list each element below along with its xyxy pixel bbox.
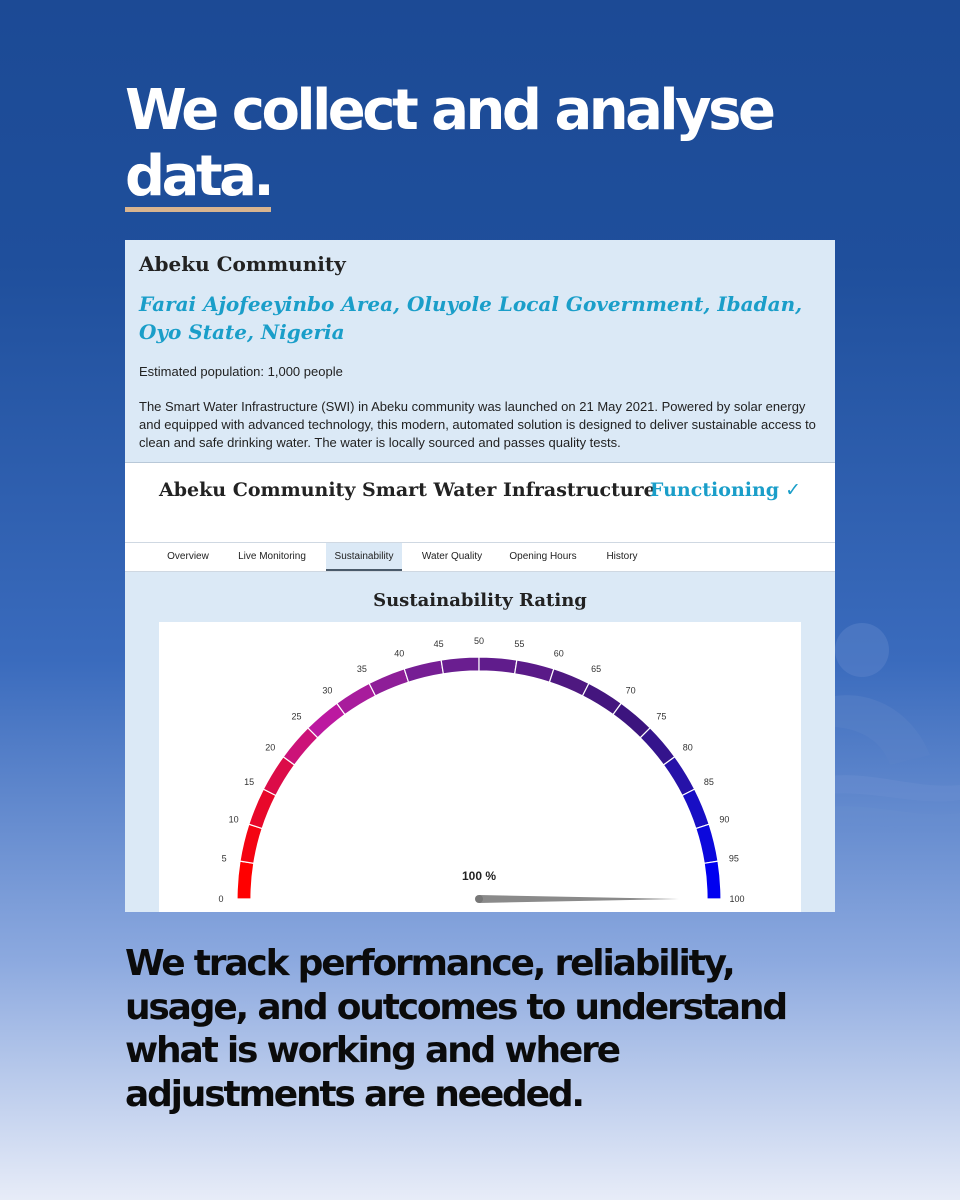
gauge-segment xyxy=(613,703,650,738)
gauge-tick-label: 15 xyxy=(244,776,255,787)
tab-opening-hours[interactable]: Opening Hours xyxy=(509,551,577,562)
gauge-segment xyxy=(696,824,718,863)
gauge-tick-label: 60 xyxy=(553,648,564,659)
gauge-tick-label: 50 xyxy=(473,636,485,646)
community-description: The Smart Water Infrastructure (SWI) in Abeku community was launched on 21 May 2021. Powered by solar energy and equipped with advanced technology, this modern, automated solution is designed to deliver sustainable access to clean and safe drinking water. The water is locally sourced and passes quality tests. xyxy=(139,399,816,450)
status-label: Functioning xyxy=(649,479,780,501)
headline-line-2: data. xyxy=(125,149,271,212)
gauge-tick-label: 95 xyxy=(728,853,739,864)
gauge-tick-label: 20 xyxy=(265,742,276,753)
gauge-segment xyxy=(240,824,262,863)
gauge-tick-label: 25 xyxy=(291,711,302,722)
community-dashboard-screenshot xyxy=(125,240,835,912)
gauge-segment xyxy=(682,789,709,828)
gauge-segment xyxy=(640,728,675,765)
gauge-segment xyxy=(237,861,254,899)
gauge-segment xyxy=(515,660,554,682)
gauge-needle xyxy=(479,895,679,903)
check-icon: ✓ xyxy=(785,479,801,501)
gauge-segment xyxy=(249,789,276,828)
population-text: Estimated population: 1,000 people xyxy=(139,364,343,379)
gauge-tick-label: 30 xyxy=(322,685,333,696)
gauge-tick-label: 90 xyxy=(719,814,730,825)
gauge-tick-label: 65 xyxy=(591,664,602,675)
tab-history[interactable]: History xyxy=(606,551,638,562)
tab-live-monitoring[interactable]: Live Monitoring xyxy=(238,551,306,562)
gauge-segment xyxy=(337,683,376,714)
sustainability-gauge xyxy=(159,622,801,912)
bottom-text: We track performance, reliability, usage, and outcomes to understand what is working and where adjustments are needed. xyxy=(125,943,786,1115)
headline-line-1: We collect and analyse xyxy=(125,78,773,143)
community-location: Farai Ajofeeyinbo Area, Oluyole Local Government, Ibadan, Oyo State, Nigeria xyxy=(139,292,803,344)
gauge-segment xyxy=(369,669,408,696)
gauge-tick-label: 70 xyxy=(625,685,636,696)
gauge-tick-label: 0 xyxy=(218,894,224,904)
swi-title: Abeku Community Smart Water Infrastructure xyxy=(159,479,656,501)
decorative-swimmer-icon xyxy=(820,615,960,855)
sustainability-heading: Sustainability Rating xyxy=(373,590,587,611)
gauge-segment xyxy=(663,757,694,796)
tab-water-quality[interactable]: Water Quality xyxy=(421,551,483,562)
gauge-tick-label: 80 xyxy=(682,742,693,753)
tab-bar xyxy=(125,542,835,572)
gauge-segment xyxy=(479,657,517,674)
gauge-tick-label: 85 xyxy=(703,776,714,787)
gauge-tick-label: 55 xyxy=(514,639,525,650)
community-info xyxy=(125,240,835,473)
gauge-segment xyxy=(263,757,294,796)
gauge-tick-label: 35 xyxy=(356,664,367,675)
headline xyxy=(125,78,825,212)
status-badge xyxy=(650,479,801,501)
gauge-tick-label: 10 xyxy=(228,814,239,825)
gauge-tick-label: 40 xyxy=(394,648,405,659)
gauge-segment xyxy=(583,683,622,714)
gauge-segment xyxy=(704,861,721,899)
gauge-segment xyxy=(283,728,318,765)
gauge-segment xyxy=(549,669,588,696)
tab-overview[interactable]: Overview xyxy=(167,551,209,562)
community-name: Abeku Community xyxy=(139,252,346,276)
tab-sustainability[interactable]: Sustainability xyxy=(326,543,402,571)
gauge-tick-label: 100 xyxy=(729,894,745,904)
gauge-value-label: 100 % xyxy=(461,869,497,883)
gauge-segment xyxy=(441,657,479,674)
gauge-tick-label: 5 xyxy=(221,853,227,864)
gauge-needle-hub xyxy=(475,895,483,903)
gauge-tick-label: 45 xyxy=(433,639,444,650)
gauge-svg xyxy=(159,622,801,912)
swi-header xyxy=(125,462,835,543)
gauge-tick-label: 75 xyxy=(656,711,667,722)
gauge-segment xyxy=(404,660,443,682)
gauge-segment xyxy=(308,703,345,738)
